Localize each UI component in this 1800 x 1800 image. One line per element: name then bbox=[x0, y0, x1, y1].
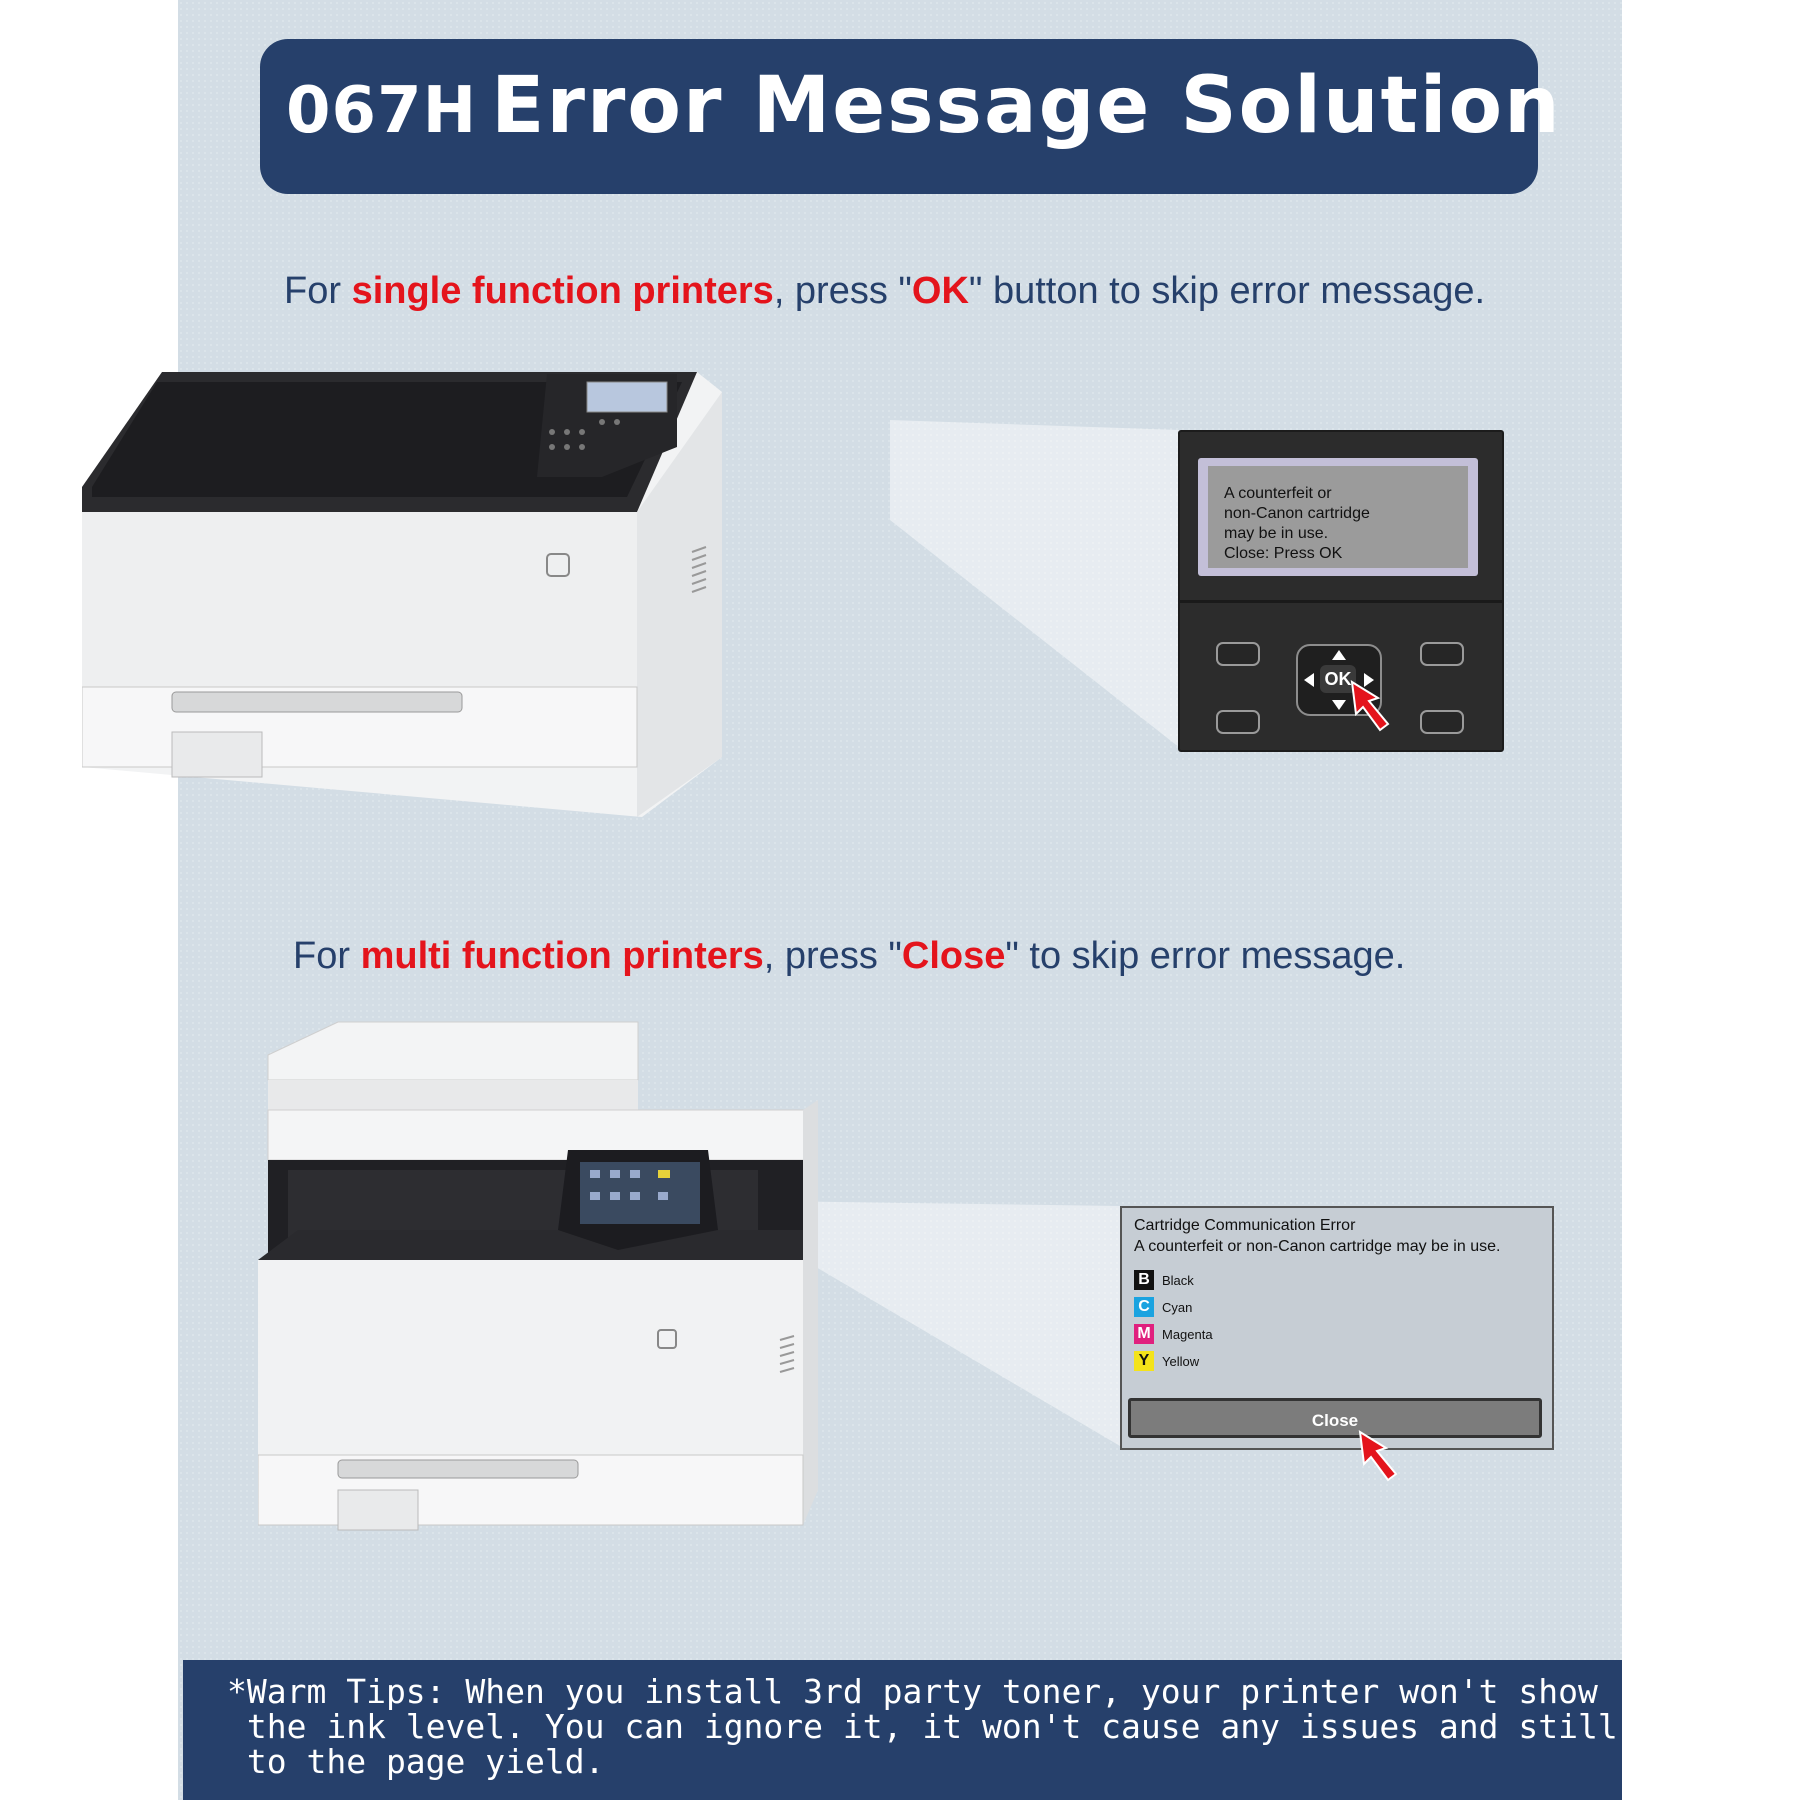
cartridge-error-dialog: Cartridge Communication Error A counterfeit or non-Canon cartridge may be in use. B Black C Cyan M Magenta Y Yellow Close bbox=[1120, 1206, 1554, 1450]
arrow-left-icon[interactable] bbox=[1304, 673, 1314, 687]
lcd-screen-frame bbox=[1198, 458, 1478, 576]
warm-tips-text: *Warm Tips: When you install 3rd party toner, your printer won't show the ink level. You can ignore it, it won't cause any issues and still get up to the page yield. bbox=[227, 1672, 1757, 1781]
model-code: 067H bbox=[286, 74, 478, 148]
warm-tips-banner bbox=[183, 1660, 1757, 1800]
cyan-chip: C bbox=[1134, 1297, 1154, 1317]
panel-divider bbox=[1180, 600, 1502, 603]
single-function-instruction: For single function printers, press "OK" button to skip error message. bbox=[284, 270, 1486, 312]
ok-keyword: OK bbox=[911, 270, 969, 312]
lcd-error-text: A counterfeit or non-Canon cartridge may be in use. Close: Press OK bbox=[1224, 485, 1370, 562]
pointer-cursor-icon bbox=[1358, 1430, 1402, 1482]
pointer-cursor-icon bbox=[1350, 680, 1394, 732]
bottom-left-key[interactable] bbox=[1216, 710, 1260, 734]
close-keyword: Close bbox=[901, 935, 1006, 977]
arrow-up-icon[interactable] bbox=[1332, 650, 1346, 660]
multi-function-printer-image bbox=[258, 1020, 818, 1555]
dialog-message: A counterfeit or non-Canon cartridge may be in use. bbox=[1134, 1238, 1501, 1255]
close-button[interactable]: Close bbox=[1128, 1398, 1542, 1438]
single-function-printer-image bbox=[82, 362, 722, 817]
top-right-key[interactable] bbox=[1420, 642, 1464, 666]
multi-function-instruction: For multi function printers, press "Close" to skip error message. bbox=[293, 935, 1406, 977]
lcd-control-panel bbox=[1178, 430, 1504, 752]
bottom-right-key[interactable] bbox=[1420, 710, 1464, 734]
ok-button[interactable]: OK bbox=[1320, 665, 1356, 693]
title-text: Error Message Solution bbox=[491, 61, 1562, 151]
multi-function-highlight: multi function printers bbox=[360, 935, 764, 977]
magenta-chip: M bbox=[1134, 1324, 1154, 1344]
single-function-highlight: single function printers bbox=[351, 270, 774, 312]
lcd-screen bbox=[1208, 466, 1468, 568]
black-chip: B bbox=[1134, 1270, 1154, 1290]
dialog-title: Cartridge Communication Error bbox=[1134, 1217, 1356, 1234]
top-left-key[interactable] bbox=[1216, 642, 1260, 666]
arrow-down-icon[interactable] bbox=[1332, 700, 1346, 710]
yellow-chip: Y bbox=[1134, 1351, 1154, 1371]
